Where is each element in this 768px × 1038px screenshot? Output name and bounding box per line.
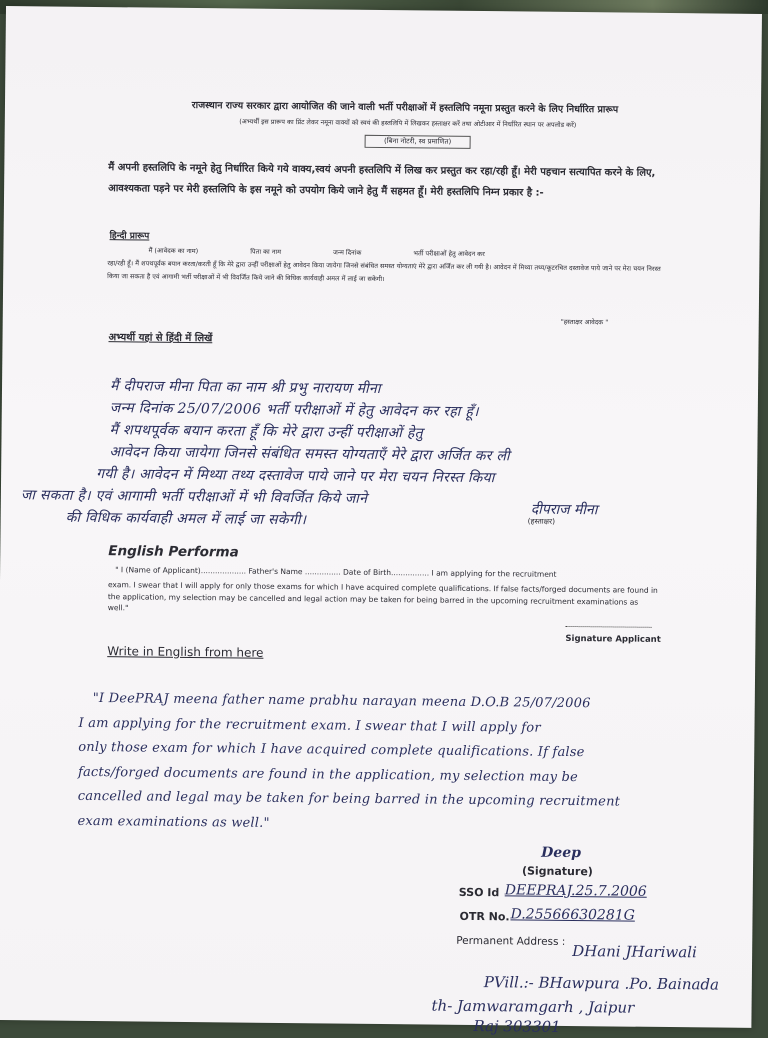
english-performa-heading: English Performa	[108, 543, 239, 561]
otr-number-label: OTR No.	[459, 909, 510, 924]
hindi-form-title: राजस्थान राज्य सरकार द्वारा आयोजित की जाने वाली भर्ती परीक्षाओं में हस्तलिपि नमूना प्रस्तुत करने के लिए निर्धारित प्रारूप	[191, 99, 619, 116]
handwritten-signature: Deep	[541, 844, 582, 862]
hindi-write-heading: अभ्यर्थी यहां से हिंदी में लिखें	[108, 332, 213, 345]
address-line: Raj 303301	[473, 1016, 561, 1036]
english-fields-line: " I (Name of Applicant)................... Father's Name ............... Date of Birth................ I am applying for the recruitment	[115, 565, 557, 579]
hindi-hand-line: मैं दीपराज मीना पिता का नाम श्री प्रभु नारायण मीना	[109, 378, 381, 397]
sso-id-label: SSO Id	[458, 885, 500, 900]
hindi-form-subtitle: (अभ्यर्थी इस प्रारूप का प्रिंट लेकर नमूना वाक्यों को स्वयं की हस्तलिपि में लिखकर हस्ताक्षर करें तथा ओटीआर में निर्धारित स्थान पर अपलोड करें)	[239, 117, 577, 130]
hindi-hand-line: आवेदन किया जायेगा जिनसे संबंधित समस्त योग्यताएँ मेरे द्वारा अर्जित कर ली	[109, 444, 510, 465]
hindi-proforma-heading: हिन्दी प्रारूप	[109, 231, 150, 242]
hindi-field-dob: जन्म दिनांक	[333, 248, 362, 257]
self-attested-badge: (बिना नोटरी, स्व प्रमाणित)	[365, 135, 471, 149]
hindi-signature-label: "हस्ताक्षर आवेदक "	[560, 317, 609, 327]
signature-caption: (Signature)	[521, 864, 593, 879]
handwriting-sample-sheet	[0, 6, 762, 1036]
hindi-field-applying: भर्ती परीक्षाओं हेतु आवेदन कर	[413, 249, 485, 259]
otr-number-value: D.25566630281G	[510, 906, 635, 924]
hindi-hand-line: गयी है। आवेदन में मिथ्या तथ्य दस्तावेज पाये जाने पर मेरा चयन निरस्त किया	[96, 466, 495, 487]
hindi-signature-caption: (हस्ताक्षर)	[527, 516, 556, 526]
hindi-hand-line: मैं शपथपूर्वक बयान करता हूँ कि मेरे द्वारा उन्हीं परीक्षाओं हेतु	[109, 422, 423, 442]
english-oath-text: exam. I swear that I will apply for only those exams for which I have acquired complete qualifications. If false facts/forged documents are found in the application, my selection may be cancelled and legal action may be taken for being barred in the upcoming recruitment examinations as well."	[107, 580, 658, 613]
signature-dotted-line	[566, 626, 652, 628]
english-hand-line: facts/forged documents are found in the application, my selection may be	[77, 764, 579, 785]
address-line: DHani JHariwali	[572, 942, 697, 962]
address-line: PVill.:- BHawpura .Po. Bainada	[483, 973, 720, 994]
english-hand-line: "I DeePRAJ meena father name prabhu narayan meena D.O.B 25/07/2006	[92, 690, 591, 712]
hindi-oath-text: रहा/रही हूँ। मैं शपथपूर्वक बयान करता/करती हूँ कि मेरे द्वारा उन्हीं परीक्षाओं हेतु आवेदन किया जायेगा जिनसे संबंधित समस्त योग्यताएं मेरे द्वारा अर्जित कर ली गयी है। आवेदन में मिथ्या तथ्य/कूटरचित दस्तावेज पाये जाने पर मेरा चयन निरस्त किया जा सकता है एवं आगामी भर्ती परीक्षाओं में भी विवर्जित किये जाने की विधिक कार्यवाही अमल में लाई जा सकेगी।	[107, 259, 661, 284]
address-line: th- Jamwaramgarh , Jaipur	[431, 996, 635, 1017]
hindi-hand-line: जन्म दिनांक 25/07/2006 भर्ती परीक्षाओं में हेतु आवेदन कर रहा हूँ।	[109, 400, 479, 421]
hindi-field-father: पिता का नाम	[250, 247, 282, 256]
permanent-address-label: Permanent Address :	[456, 934, 566, 948]
english-hand-line: cancelled and legal may be taken for being barred in the upcoming recruitment	[77, 788, 621, 810]
english-write-heading: Write in English from here	[107, 644, 264, 660]
hindi-handwritten-text	[21, 374, 753, 536]
hindi-field-name: मैं (आवेदक का नाम)	[148, 246, 199, 256]
hindi-hand-line: की विधिक कार्यवाही अमल में लाई जा सकेगी।	[65, 509, 307, 529]
sso-id-value: DEEPRAJ.25.7.2006	[504, 882, 647, 900]
english-hand-line: only those exam for which I have acquired complete qualifications. If false	[78, 739, 585, 761]
english-hand-line: I am applying for the recruitment exam. I swear that I will apply for	[78, 715, 541, 736]
english-signature-label: Signature Applicant	[565, 633, 661, 645]
hindi-handwritten-signature: दीपराज मीना	[530, 501, 598, 519]
english-handwritten-text	[77, 687, 768, 841]
english-hand-line: exam examinations as well."	[77, 813, 270, 831]
hindi-declaration: मैं अपनी हस्तलिपि के नमूने हेतु निर्धारित किये गये वाक्य,स्वयं अपनी हस्तलिपि में लिख कर प्रस्तुत कर रहा/रही हूँ। मेरी पहचान सत्यापित करने के लिए, आवश्यकता पड़ने पर मेरी हस्तलिपि के इस नमूने को उपयोग किये जाने हेतु मैं सहमत हूँ। मेरी हस्तलिपि निम्न प्रकार है :-	[108, 162, 656, 199]
hindi-hand-line: जा सकता है। एवं आगामी भर्ती परीक्षाओं में भी विवर्जित किये जाने	[20, 487, 368, 507]
